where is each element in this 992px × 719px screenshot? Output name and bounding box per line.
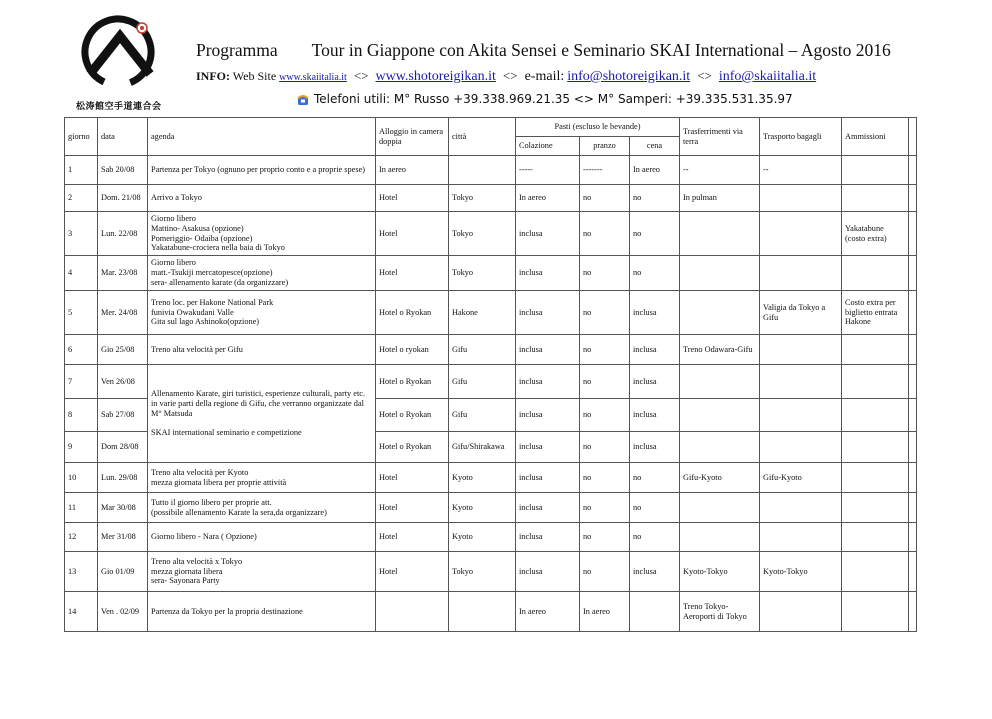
cell-trasf xyxy=(680,523,760,552)
cell-citta: Kyoto xyxy=(449,523,516,552)
cell-data: Gio 25/08 xyxy=(98,335,148,365)
cell-colazione: inclusa xyxy=(516,291,580,335)
table-row xyxy=(65,523,917,552)
header-colazione: Colazione xyxy=(516,137,580,156)
cell-cena: no xyxy=(630,493,680,523)
header-row xyxy=(65,118,917,137)
email-link-skaiitalia[interactable]: info@skaiitalia.it xyxy=(718,69,817,84)
header-alloggio: Alloggio in camera doppia xyxy=(376,118,449,156)
cell-colazione: In aereo xyxy=(516,592,580,632)
cell-citta: Kyoto xyxy=(449,463,516,493)
cell-colazione: inclusa xyxy=(516,552,580,592)
cell-giorno: 2 xyxy=(65,185,98,212)
cell-alloggio: Hotel xyxy=(376,256,449,291)
table-row xyxy=(65,335,917,365)
cell-giorno: 3 xyxy=(65,212,98,256)
phones-line xyxy=(296,92,793,106)
cell-citta: Gifu xyxy=(449,335,516,365)
cell-colazione: In aereo xyxy=(516,185,580,212)
info-label: INFO: xyxy=(196,69,230,83)
cell-giorno: 8 xyxy=(65,399,98,432)
header-giorno: giorno xyxy=(65,118,98,156)
cell-trasf xyxy=(680,256,760,291)
cell-giorno: 10 xyxy=(65,463,98,493)
cell-cena: inclusa xyxy=(630,432,680,463)
cell-amm xyxy=(842,365,909,399)
cell-alloggio: In aereo xyxy=(376,156,449,185)
cell-trasf xyxy=(680,399,760,432)
table-edge xyxy=(909,212,917,256)
cell-data: Mar. 23/08 xyxy=(98,256,148,291)
separator: <> xyxy=(502,68,518,83)
email-label: e-mail: xyxy=(524,69,565,84)
cell-trasf xyxy=(680,212,760,256)
title-left: Programma xyxy=(196,40,278,60)
cell-cena: inclusa xyxy=(630,399,680,432)
cell-pranzo: In aereo xyxy=(580,592,630,632)
cell-trasf: In pulman xyxy=(680,185,760,212)
cell-citta: Tokyo xyxy=(449,552,516,592)
cell-agenda: Giorno libero Mattino- Asakusa (opzione) Pomeriggio- Odaiba (opzione) Yakatabune-crociera nella baia di Tokyo xyxy=(148,212,376,256)
cell-bagagli xyxy=(760,592,842,632)
cell-pranzo: no xyxy=(580,432,630,463)
cell-alloggio: Hotel o Ryokan xyxy=(376,365,449,399)
cell-bagagli: Kyoto-Tokyo xyxy=(760,552,842,592)
cell-alloggio: Hotel xyxy=(376,552,449,592)
table-edge xyxy=(909,432,917,463)
table-edge xyxy=(909,463,917,493)
cell-agenda: Treno alta velocità per Gifu xyxy=(148,335,376,365)
cell-giorno: 9 xyxy=(65,432,98,463)
separator: <> xyxy=(697,68,712,83)
cell-giorno: 14 xyxy=(65,592,98,632)
cell-data: Gio 01/09 xyxy=(98,552,148,592)
cell-pranzo: no xyxy=(580,335,630,365)
email-link-shotoreigikan[interactable]: info@shotoreigikan.it xyxy=(567,69,691,84)
cell-citta: Tokyo xyxy=(449,185,516,212)
cell-bagagli xyxy=(760,399,842,432)
cell-amm: Costo extra per biglietto entrata Hakone xyxy=(842,291,909,335)
cell-agenda: Arrivo a Tokyo xyxy=(148,185,376,212)
cell-amm xyxy=(842,399,909,432)
cell-giorno: 6 xyxy=(65,335,98,365)
cell-pranzo: no xyxy=(580,463,630,493)
cell-citta: Hakone xyxy=(449,291,516,335)
cell-trasf: -- xyxy=(680,156,760,185)
cell-citta: Gifu xyxy=(449,365,516,399)
site-link-skaiitalia[interactable]: www.skaiitalia.it xyxy=(279,72,347,83)
cell-agenda: Giorno libero matt.-Tsukiji mercatopesce(opzione) sera- allenamento karate (da organizzare) xyxy=(148,256,376,291)
cell-pranzo: no xyxy=(580,256,630,291)
header-cena: cena xyxy=(630,137,680,156)
title-right: Tour in Giappone con Akita Sensei e Seminario SKAI International – Agosto 2016 xyxy=(311,40,891,60)
table-edge xyxy=(909,185,917,212)
cell-giorno: 13 xyxy=(65,552,98,592)
cell-bagagli xyxy=(760,493,842,523)
cell-giorno: 5 xyxy=(65,291,98,335)
cell-data: Ven . 02/09 xyxy=(98,592,148,632)
cell-giorno: 7 xyxy=(65,365,98,399)
cell-bagagli xyxy=(760,365,842,399)
cell-bagagli: -- xyxy=(760,156,842,185)
cell-data: Dom. 21/08 xyxy=(98,185,148,212)
cell-data: Lun. 22/08 xyxy=(98,212,148,256)
cell-alloggio: Hotel o Ryokan xyxy=(376,432,449,463)
cell-data: Dom 28/08 xyxy=(98,432,148,463)
cell-alloggio: Hotel xyxy=(376,185,449,212)
cell-bagagli xyxy=(760,335,842,365)
cell-amm xyxy=(842,156,909,185)
cell-bagagli xyxy=(760,256,842,291)
cell-colazione: inclusa xyxy=(516,365,580,399)
cell-bagagli xyxy=(760,432,842,463)
cell-giorno: 11 xyxy=(65,493,98,523)
cell-trasf: Treno Odawara-Gifu xyxy=(680,335,760,365)
cell-agenda: Tutto il giorno libero per proprie att. (possibile allenamento Karate la sera,da organizzare) xyxy=(148,493,376,523)
cell-citta xyxy=(449,156,516,185)
cell-data: Mer 31/08 xyxy=(98,523,148,552)
cell-trasf: Kyoto-Tokyo xyxy=(680,552,760,592)
cell-colazione: inclusa xyxy=(516,432,580,463)
cell-cena xyxy=(630,592,680,632)
schedule-table xyxy=(64,117,917,632)
cell-cena: no xyxy=(630,185,680,212)
cell-data: Sab 27/08 xyxy=(98,399,148,432)
web-label: Web Site xyxy=(232,69,277,83)
table-row xyxy=(65,291,917,335)
cell-citta: Gifu/Shirakawa xyxy=(449,432,516,463)
cell-agenda: Treno alta velocità per Kyoto mezza giornata libera per proprie attività xyxy=(148,463,376,493)
cell-alloggio: Hotel o ryokan xyxy=(376,335,449,365)
cell-amm xyxy=(842,592,909,632)
table-edge xyxy=(909,156,917,185)
cell-colazione: inclusa xyxy=(516,256,580,291)
cell-amm xyxy=(842,185,909,212)
cell-amm xyxy=(842,432,909,463)
cell-trasf xyxy=(680,432,760,463)
table-edge xyxy=(909,291,917,335)
cell-citta: Tokyo xyxy=(449,212,516,256)
cell-agenda-merged: Allenamento Karate, giri turistici, esperienze culturali, party etc. in varie parti della regione di Gifu, che verranno organizzate dal M° Matsuda SKAI international seminario e competizione xyxy=(148,365,376,463)
table-row xyxy=(65,493,917,523)
info-line xyxy=(196,68,816,85)
cell-amm xyxy=(842,493,909,523)
cell-trasf xyxy=(680,365,760,399)
site-link-shotoreigikan[interactable]: www.shotoreigikan.it xyxy=(375,69,496,84)
cell-data: Sab 20/08 xyxy=(98,156,148,185)
cell-agenda: Treno loc. per Hakone National Park funivia Owakudani Valle Gita sul lago Ashinoko(opzione) xyxy=(148,291,376,335)
cell-bagagli: Gifu-Kyoto xyxy=(760,463,842,493)
header-citta: città xyxy=(449,118,516,156)
cell-agenda: Partenza per Tokyo (ognuno per proprio conto e a proprie spese) xyxy=(148,156,376,185)
separator: <> xyxy=(353,68,369,83)
cell-pranzo: no xyxy=(580,291,630,335)
cell-cena: no xyxy=(630,463,680,493)
cell-pranzo: no xyxy=(580,523,630,552)
cell-amm xyxy=(842,463,909,493)
header-agenda: agenda xyxy=(148,118,376,156)
cell-agenda: Partenza da Tokyo per la propria destinazione xyxy=(148,592,376,632)
cell-cena: no xyxy=(630,523,680,552)
cell-giorno: 4 xyxy=(65,256,98,291)
cell-pranzo: no xyxy=(580,365,630,399)
header-bagagli: Trasporto bagagli xyxy=(760,118,842,156)
cell-bagagli: Valigia da Tokyo a Gifu xyxy=(760,291,842,335)
header-data: data xyxy=(98,118,148,156)
cell-colazione: inclusa xyxy=(516,335,580,365)
cell-amm xyxy=(842,552,909,592)
cell-bagagli xyxy=(760,523,842,552)
cell-citta: Tokyo xyxy=(449,256,516,291)
cell-data: Lun. 29/08 xyxy=(98,463,148,493)
header-pasti: Pasti (escluso le bevande) xyxy=(516,118,680,137)
cell-trasf xyxy=(680,291,760,335)
cell-amm: Yakatabune (costo extra) xyxy=(842,212,909,256)
cell-citta: Kyoto xyxy=(449,493,516,523)
cell-alloggio: Hotel xyxy=(376,463,449,493)
cell-alloggio: Hotel o Ryokan xyxy=(376,291,449,335)
cell-trasf: Gifu-Kyoto xyxy=(680,463,760,493)
karate-club-logo-icon xyxy=(80,12,160,92)
cell-cena: no xyxy=(630,256,680,291)
header-ammissioni: Ammissioni xyxy=(842,118,909,156)
cell-citta: Gifu xyxy=(449,399,516,432)
cell-cena: inclusa xyxy=(630,291,680,335)
table-row xyxy=(65,185,917,212)
cell-cena: no xyxy=(630,212,680,256)
cell-giorno: 12 xyxy=(65,523,98,552)
cell-alloggio: Hotel o Ryokan xyxy=(376,399,449,432)
logo-caption: 松涛館空手道連合会 xyxy=(76,102,162,112)
cell-cena: inclusa xyxy=(630,365,680,399)
phones-text: Telefoni utili: M° Russo +39.338.969.21.35 <> M° Samperi: +39.335.531.35.97 xyxy=(314,92,793,106)
cell-amm xyxy=(842,256,909,291)
cell-cena: inclusa xyxy=(630,552,680,592)
cell-data: Mer. 24/08 xyxy=(98,291,148,335)
table-row xyxy=(65,256,917,291)
cell-pranzo: no xyxy=(580,493,630,523)
cell-alloggio: Hotel xyxy=(376,523,449,552)
cell-pranzo: ------- xyxy=(580,156,630,185)
cell-pranzo: no xyxy=(580,212,630,256)
table-edge xyxy=(909,118,917,156)
table-row xyxy=(65,156,917,185)
cell-citta xyxy=(449,592,516,632)
cell-alloggio: Hotel xyxy=(376,493,449,523)
table-row xyxy=(65,212,917,256)
table-edge xyxy=(909,335,917,365)
cell-pranzo: no xyxy=(580,399,630,432)
cell-alloggio xyxy=(376,592,449,632)
cell-trasf: Treno Tokyo-Aeroporti di Tokyo xyxy=(680,592,760,632)
table-edge xyxy=(909,399,917,432)
table-edge xyxy=(909,365,917,399)
table-edge xyxy=(909,493,917,523)
cell-amm xyxy=(842,335,909,365)
cell-bagagli xyxy=(760,212,842,256)
header-pranzo: pranzo xyxy=(580,137,630,156)
cell-pranzo: no xyxy=(580,552,630,592)
cell-cena: inclusa xyxy=(630,335,680,365)
cell-trasf xyxy=(680,493,760,523)
cell-data: Ven 26/08 xyxy=(98,365,148,399)
cell-data: Mar 30/08 xyxy=(98,493,148,523)
table-row xyxy=(65,463,917,493)
cell-cena: In aereo xyxy=(630,156,680,185)
cell-colazione: inclusa xyxy=(516,212,580,256)
cell-colazione: ----- xyxy=(516,156,580,185)
table-row xyxy=(65,365,917,399)
cell-agenda: Treno alta velocità x Tokyo mezza giornata libera sera- Sayonara Party xyxy=(148,552,376,592)
table-edge xyxy=(909,552,917,592)
table-edge xyxy=(909,256,917,291)
cell-amm xyxy=(842,523,909,552)
cell-pranzo: no xyxy=(580,185,630,212)
table-edge xyxy=(909,592,917,632)
table-edge xyxy=(909,523,917,552)
cell-agenda: Giorno libero - Nara ( Opzione) xyxy=(148,523,376,552)
table-row xyxy=(65,592,917,632)
cell-bagagli xyxy=(760,185,842,212)
phone-icon xyxy=(296,92,310,106)
cell-colazione: inclusa xyxy=(516,399,580,432)
cell-colazione: inclusa xyxy=(516,523,580,552)
header-trasferimenti: Trasferrimenti via terra xyxy=(680,118,760,156)
cell-alloggio: Hotel xyxy=(376,212,449,256)
table-row xyxy=(65,552,917,592)
cell-giorno: 1 xyxy=(65,156,98,185)
cell-colazione: inclusa xyxy=(516,493,580,523)
page-title xyxy=(196,40,891,61)
cell-colazione: inclusa xyxy=(516,463,580,493)
